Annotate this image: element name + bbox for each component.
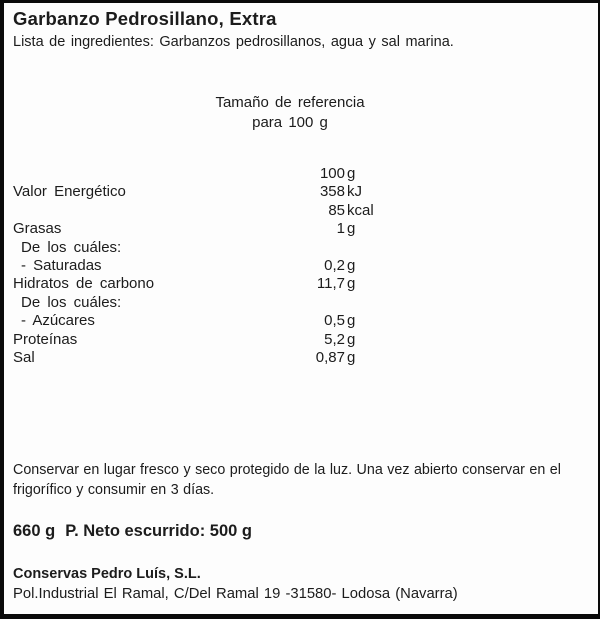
nutrition-value-unit: kcal (347, 201, 374, 219)
reference-size-header (4, 93, 576, 132)
nutrition-value-unit: g (347, 220, 356, 238)
manufacturer-address: Pol.Industrial El Ramal, C/Del Ramal 19 -31580- Lodosa (Navarra) (13, 585, 458, 602)
nutrition-value-unit: kJ (347, 183, 362, 201)
nutrition-label: Valor Energético (13, 183, 126, 201)
manufacturer-name: Conservas Pedro Luís, S.L. (13, 566, 201, 582)
product-title: Garbanzo Pedrosillano, Extra (13, 8, 277, 29)
nutrition-value-unit: g (347, 330, 356, 348)
nutrition-row (13, 294, 573, 312)
nutrition-label: De los cuáles: (21, 293, 122, 311)
nutrition-value-number: 0,2 (324, 256, 345, 274)
nutrition-value-number: 0,87 (315, 348, 345, 366)
nutrition-label: Proteínas (13, 330, 78, 348)
nutrition-value-unit: g (347, 312, 356, 330)
nutrition-label: De los cuáles: (21, 238, 122, 256)
nutrition-label: - Saturadas (21, 256, 102, 274)
nutrition-row (13, 183, 573, 201)
nutrition-row (13, 331, 573, 349)
ingredients-text: Lista de ingredientes: Garbanzos pedrosillanos, agua y sal marina. (13, 34, 454, 50)
nutrition-row (13, 202, 573, 220)
nutrition-value-unit: g (347, 348, 356, 366)
nutrition-value-number: 1 (336, 220, 345, 238)
nutrition-label: - Azúcares (21, 312, 95, 330)
nutrition-row (13, 349, 573, 367)
nutrition-value-unit: g (347, 275, 356, 293)
weight-line (13, 522, 252, 541)
nutrition-value-number: 5,2 (324, 330, 345, 348)
nutrition-row (13, 275, 573, 293)
nutrition-value-number: 11,7 (316, 275, 345, 293)
nutrition-row (13, 257, 573, 275)
nutrition-label: Grasas (13, 220, 62, 238)
nutrition-label: Hidratos de carbono (13, 275, 155, 293)
nutrition-row (13, 239, 573, 257)
nutrition-value-unit: g (347, 165, 356, 182)
nutrition-row (13, 312, 573, 330)
nutrition-table (13, 165, 573, 367)
nutrition-label: Sal (13, 348, 35, 366)
nutrition-value-number: 100 (319, 165, 345, 182)
drained-weight: P. Neto escurrido: 500 g (65, 522, 252, 540)
nutrition-value-number: 358 (319, 183, 345, 201)
reference-size-line2: para 100 g (252, 113, 328, 131)
net-weight: 660 g (13, 522, 56, 540)
nutrition-row (13, 220, 573, 238)
nutrition-value-number: 85 (328, 201, 345, 219)
nutrition-row (13, 165, 573, 183)
reference-size-line1: Tamaño de referencia (215, 94, 365, 111)
nutrition-value-unit: g (347, 256, 356, 274)
storage-note: Conservar en lugar fresco y seco protegido de la luz. Una vez abierto conservar en el frigorífico y consumir en 3 días. (13, 462, 561, 498)
manufacturer-block (13, 565, 458, 604)
nutrition-value-number: 0,5 (324, 312, 345, 330)
